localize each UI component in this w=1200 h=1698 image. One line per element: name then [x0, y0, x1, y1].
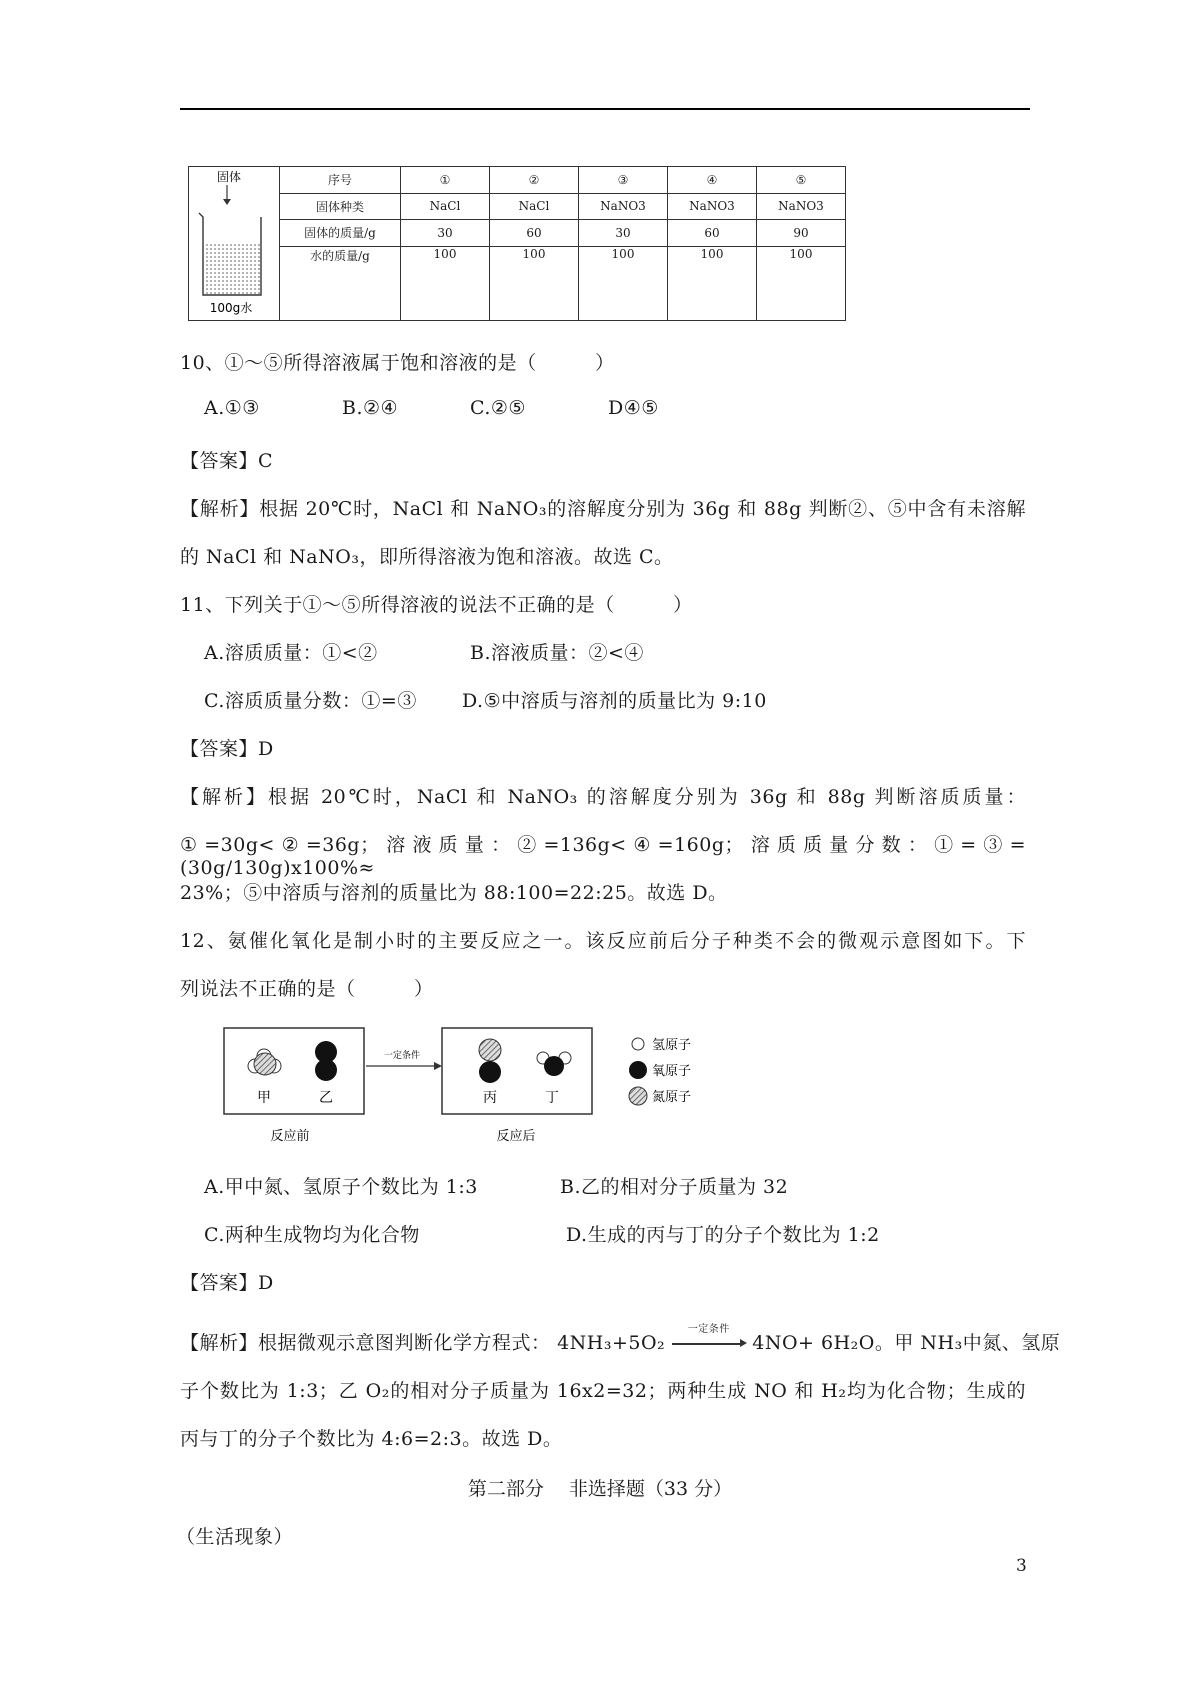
oxygen-atom: [544, 1056, 564, 1076]
q12-option-b: B.乙的相对分子质量为 32: [560, 1176, 789, 1198]
legend-oxygen-icon: [629, 1061, 647, 1079]
label-jia: 甲: [257, 1090, 271, 1106]
oxygen-atom: [479, 1061, 501, 1083]
equation-arrow: [672, 1324, 746, 1354]
q11-analysis-line3: 23%；⑤中溶质与溶剂的质量比为 88:100=22:25。故选 D。: [180, 882, 728, 904]
q11-option-d: D.⑤中溶质与溶剂的质量比为 9:10: [462, 690, 767, 712]
q10-analysis-line2: 的 NaCl 和 NaNO₃，即所得溶液为饱和溶液。故选 C。: [180, 546, 674, 568]
q12-analysis-line1: [180, 1324, 1061, 1355]
equation-arrow-label: 一定条件: [687, 1324, 730, 1335]
table-cell: NaCl: [401, 193, 490, 220]
q12-option-a: A.甲中氮、氢原子个数比为 1:3: [204, 1176, 478, 1198]
arrow-head: [434, 1062, 442, 1070]
oxygen-atom: [315, 1059, 337, 1081]
table-cell: NaCl: [490, 193, 579, 220]
table-cell: 100: [668, 246, 757, 320]
legend-nitrogen: 氮原子: [652, 1090, 692, 1105]
q11-option-c: C.溶质质量分数：①=③: [204, 690, 417, 712]
col-header: ⑤: [757, 167, 846, 194]
nitrogen-atom: [479, 1039, 501, 1061]
page-number: 3: [1016, 1556, 1027, 1576]
q11-analysis-line2: ①=30g<②=36g；溶液质量：②=136g<④=160g；溶质质量分数：①=③=(30g/130g)x100%≈: [180, 834, 1026, 879]
row-label: 水的质量/g: [280, 246, 401, 320]
col-header: ①: [401, 167, 490, 194]
q10-option-d: D④⑤: [608, 397, 659, 419]
q10-option-b: B.②④: [342, 397, 399, 419]
table-cell: 100: [401, 246, 490, 320]
q11-answer: 【答案】D: [180, 738, 274, 760]
table-cell: 100: [757, 246, 846, 320]
analysis-prefix: 【解析】根据微观示意图判断化学方程式：: [180, 1332, 551, 1354]
q12-analysis-line2: 子个数比为 1:3；乙 O₂的相对分子质量为 16x2=32；两种生成 NO 和 H₂均为化合物；生成的: [180, 1380, 1026, 1402]
q10-stem: 10、①～⑤所得溶液属于饱和溶液的是（ ）: [180, 352, 615, 374]
water-label: 100g水: [209, 301, 253, 315]
col-header: ②: [490, 167, 579, 194]
section-title: 第二部分 非选择题（33 分）: [467, 1478, 733, 1500]
row-label: 固体种类: [280, 193, 401, 220]
table-cell: NaNO3: [579, 193, 668, 220]
q10-option-a: A.①③: [204, 397, 260, 419]
col-header: ③: [579, 167, 668, 194]
header-rule: [180, 108, 1030, 110]
legend-hydrogen: 氢原子: [652, 1038, 692, 1053]
q11-option-a: A.溶质质量：①<②: [204, 642, 378, 664]
caption-before: 反应前: [270, 1129, 310, 1144]
col-header: ④: [668, 167, 757, 194]
table-cell: 90: [757, 220, 846, 247]
arrow-head: [223, 199, 231, 205]
q10-analysis-line1: 【解析】根据 20℃时，NaCl 和 NaNO₃的溶解度分别为 36g 和 88g 判断②、⑤中含有未溶解: [180, 498, 1026, 520]
caption-after: 反应后: [496, 1129, 536, 1144]
q10-answer: 【答案】C: [180, 450, 274, 472]
header-label: 序号: [280, 167, 401, 194]
q11-stem: 11、下列关于①～⑤所得溶液的说法不正确的是（ ）: [180, 594, 693, 616]
legend-oxygen: 氧原子: [652, 1064, 692, 1079]
equation-left: 4NH₃+5O₂: [557, 1332, 666, 1354]
equation-arrow-head: [740, 1339, 747, 1347]
table-cell: 30: [401, 220, 490, 247]
q11-analysis-line1: 【解析】根据 20℃时，NaCl 和 NaNO₃ 的溶解度分别为 36g 和 88g 判断溶质质量：: [180, 786, 1026, 808]
table-cell: 60: [490, 220, 579, 247]
label-bing: 丙: [483, 1090, 497, 1106]
table-cell: 60: [668, 220, 757, 247]
subsection-title: （生活现象）: [176, 1526, 294, 1548]
table-cell: 100: [490, 246, 579, 320]
q12-option-c: C.两种生成物均为化合物: [204, 1224, 420, 1246]
legend-nitrogen-icon: [629, 1087, 647, 1105]
q12-stem-line1: 12、氨催化氧化是制小时的主要反应之一。该反应前后分子种类不会的微观示意图如下。下: [180, 930, 1026, 952]
water-fill: [204, 243, 260, 294]
q11-option-b: B.溶液质量：②<④: [470, 642, 644, 664]
q12-stem-line2: 列说法不正确的是（ ）: [180, 978, 434, 1000]
legend-hydrogen-icon: [632, 1038, 644, 1050]
beaker-diagram: [189, 167, 279, 317]
q12-option-d: D.生成的丙与丁的分子个数比为 1:2: [566, 1224, 880, 1246]
label-yi: 乙: [319, 1090, 333, 1106]
q10-option-c: C.②⑤: [470, 397, 526, 419]
table-cell: 100: [579, 246, 668, 320]
experiment-table: [188, 166, 846, 321]
after-box: [442, 1028, 592, 1114]
table-cell: NaNO3: [668, 193, 757, 220]
label-ding: 丁: [545, 1090, 559, 1106]
before-box: [224, 1028, 364, 1114]
q12-answer: 【答案】D: [180, 1272, 274, 1294]
nitrogen-atom: [254, 1053, 276, 1075]
arrow-label: 一定条件: [383, 1051, 421, 1061]
equation-arrow-line: [672, 1343, 742, 1345]
solid-label: 固体: [216, 170, 242, 184]
table-cell: NaNO3: [757, 193, 846, 220]
row-label: 固体的质量/g: [280, 220, 401, 247]
beaker-cell: [189, 167, 280, 321]
table-cell: 30: [579, 220, 668, 247]
reaction-diagram: [222, 1026, 742, 1146]
equation-right: 4NO+ 6H₂O。甲 NH₃中氮、氢原: [752, 1332, 1061, 1354]
q12-analysis-line3: 丙与丁的分子个数比为 4:6=2:3。故选 D。: [180, 1428, 563, 1450]
